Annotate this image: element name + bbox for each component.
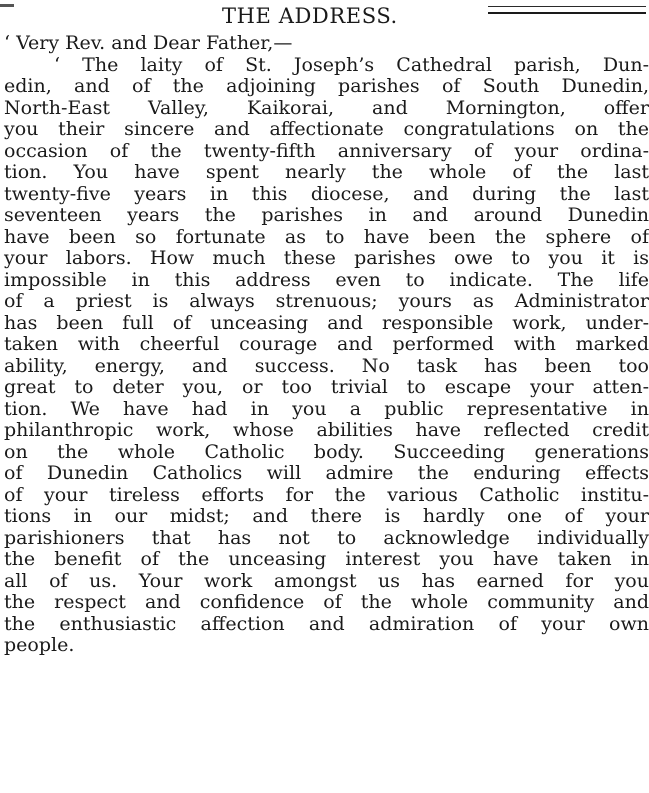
paragraph-line: twenty-five years in this diocese, and during the last [4,182,649,205]
paragraph-line: ‘ The laity of St. Joseph’s Cathedral parish, Dun- [54,53,649,76]
paragraph-line: of a priest is always strenuous; yours as Administrator [4,290,649,312]
paragraph-line: of Dunedin Catholics will admire the enduring effects [4,462,649,484]
paragraph-line: the enthusiastic affection and admiration of your own [4,612,649,635]
paragraph-line: great to deter you, or too trivial to escape your atten- [4,376,649,398]
paragraph-line: you their sincere and affectionate congratulations on the [4,118,649,140]
article-body [4,33,649,657]
paragraph-line: edin, and of the adjoining parishes of South Dunedin, [4,75,649,97]
paragraph-line: occasion of the twenty-fifth anniversary of your ordina- [4,139,649,162]
paragraph-line: philanthropic work, whose abilities have reflected credit [4,419,649,441]
paragraph-line: people. [4,634,75,656]
column-rule-left [0,4,14,7]
paragraph-line: seventeen years the parishes in and around Dunedin [4,204,649,226]
paragraph-line: impossible in this address even to indicate. The life [4,268,649,291]
paragraph-line: taken with cheerful courage and performed with marked [4,333,649,355]
paragraph-line: on the whole Catholic body. Succeeding generations [4,440,649,463]
paragraph-line: the benefit of the unceasing interest you have taken in [4,548,649,570]
paragraph-line: parishioners that has not to acknowledge individually [4,526,649,549]
paragraph-line: all of us. Your work amongst us has earned for you [4,569,649,592]
paragraph-line: has been full of unceasing and responsible work, under- [4,311,649,334]
paragraph-line: the respect and confidence of the whole community and [4,591,649,613]
article-heading: THE ADDRESS. [222,4,398,28]
paragraph-line: tions in our midst; and there is hardly one of your [4,505,649,527]
paragraph-line: ability, energy, and success. No task has been too [4,354,649,377]
salutation: ‘ Very Rev. and Dear Father,— [4,32,293,54]
paragraph-line: tion. We have had in you a public representative in [4,397,649,420]
paragraph-line: have been so fortunate as to have been the sphere of [4,225,649,248]
paragraph-line: your labors. How much these parishes owe to you it is [4,247,649,269]
paragraph-line: of your tireless efforts for the various Catholic institu- [4,483,649,506]
paragraph-line: North-East Valley, Kaikorai, and Mornington, offer [4,96,649,119]
column-rule-right [488,6,646,14]
paragraph-line: tion. You have spent nearly the whole of the last [4,161,649,183]
